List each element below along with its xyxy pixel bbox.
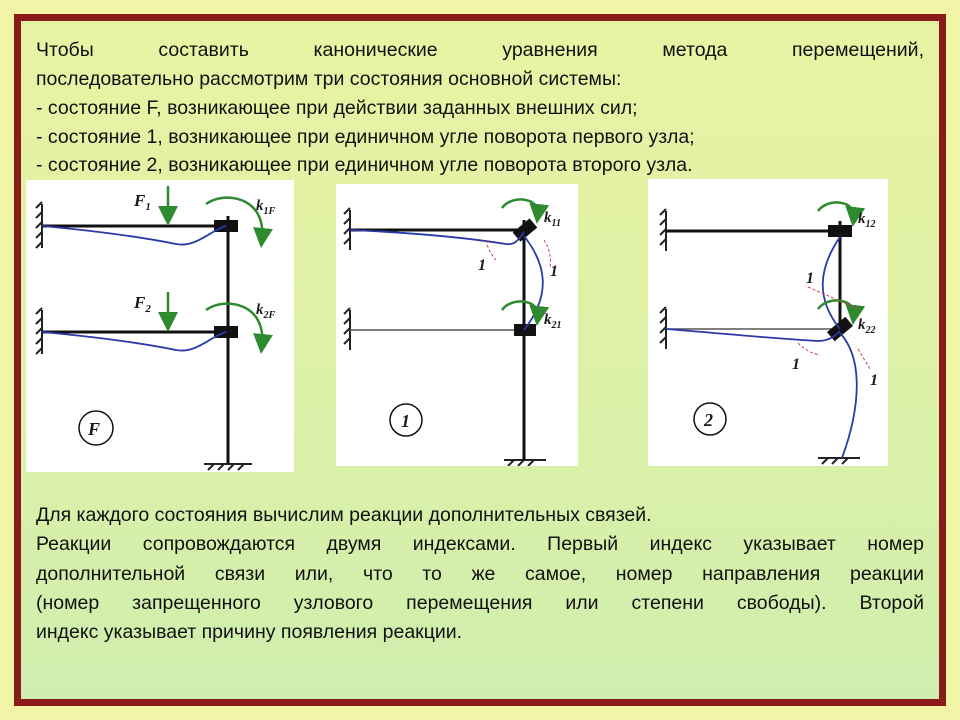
state-label: 2 — [704, 410, 713, 430]
diagram-state-1 — [336, 184, 578, 466]
frame-members — [42, 216, 228, 464]
body-line-1: Для каждого состояния вычислим реакции дополнительных связей. — [36, 504, 652, 526]
reaction-arrows — [818, 202, 854, 315]
frame-members — [350, 220, 524, 460]
supports — [344, 208, 546, 466]
label-k22: $k_{22}$ — [858, 317, 876, 336]
intro-line-5: - состояние 2, возникающее при единичном угле поворота второго узла. — [36, 154, 693, 176]
state-label: F — [88, 419, 101, 439]
node-lock-1 — [828, 225, 852, 237]
label-f1: $F_1$ — [134, 191, 151, 213]
intro-line-1: Чтобы составить канонические уравнения метода перемещений, — [36, 39, 924, 61]
force-arrows — [168, 186, 262, 344]
intro-line-3: - состояние F, возникающее при действии заданных внешних сил; — [36, 97, 638, 119]
label-k11: $k_{11}$ — [544, 210, 561, 229]
label-k12: $k_{12}$ — [858, 211, 876, 230]
label-unit-a: 1 — [806, 270, 814, 287]
body-line-3: дополнительной связи или, что то же самое, номер направления реакции — [36, 563, 924, 585]
label-unit-c: 1 — [870, 372, 878, 389]
rotation-angles — [486, 240, 550, 268]
body-line-4: (номер запрещенного узлового перемещения или степени свободы). Второй — [36, 592, 924, 614]
diagram-state-2 — [648, 179, 888, 466]
label-unit-a: 1 — [478, 257, 486, 274]
body-line-5: индекс указывает причину появления реакции. — [36, 621, 463, 643]
label-unit-b: 1 — [792, 356, 800, 373]
diagram-state-f — [26, 180, 294, 472]
intro-line-4: - состояние 1, возникающее при единичном угле поворота первого узла; — [36, 126, 695, 148]
label-f2: $F_2$ — [134, 293, 151, 315]
state-label: 1 — [401, 411, 410, 431]
label-unit-b: 1 — [550, 263, 558, 280]
body-line-2: Реакции сопровождаются двумя индексами. Первый индекс указывает номер — [36, 533, 924, 555]
intro-line-2: последовательно рассмотрим три состояния основной системы: — [36, 68, 622, 90]
reaction-arrows — [502, 199, 538, 316]
label-k1f: $k_{1F}$ — [256, 198, 276, 217]
label-k21: $k_{21}$ — [544, 312, 562, 331]
label-k2f: $k_{2F}$ — [256, 302, 276, 321]
deflection-curves — [350, 230, 543, 330]
